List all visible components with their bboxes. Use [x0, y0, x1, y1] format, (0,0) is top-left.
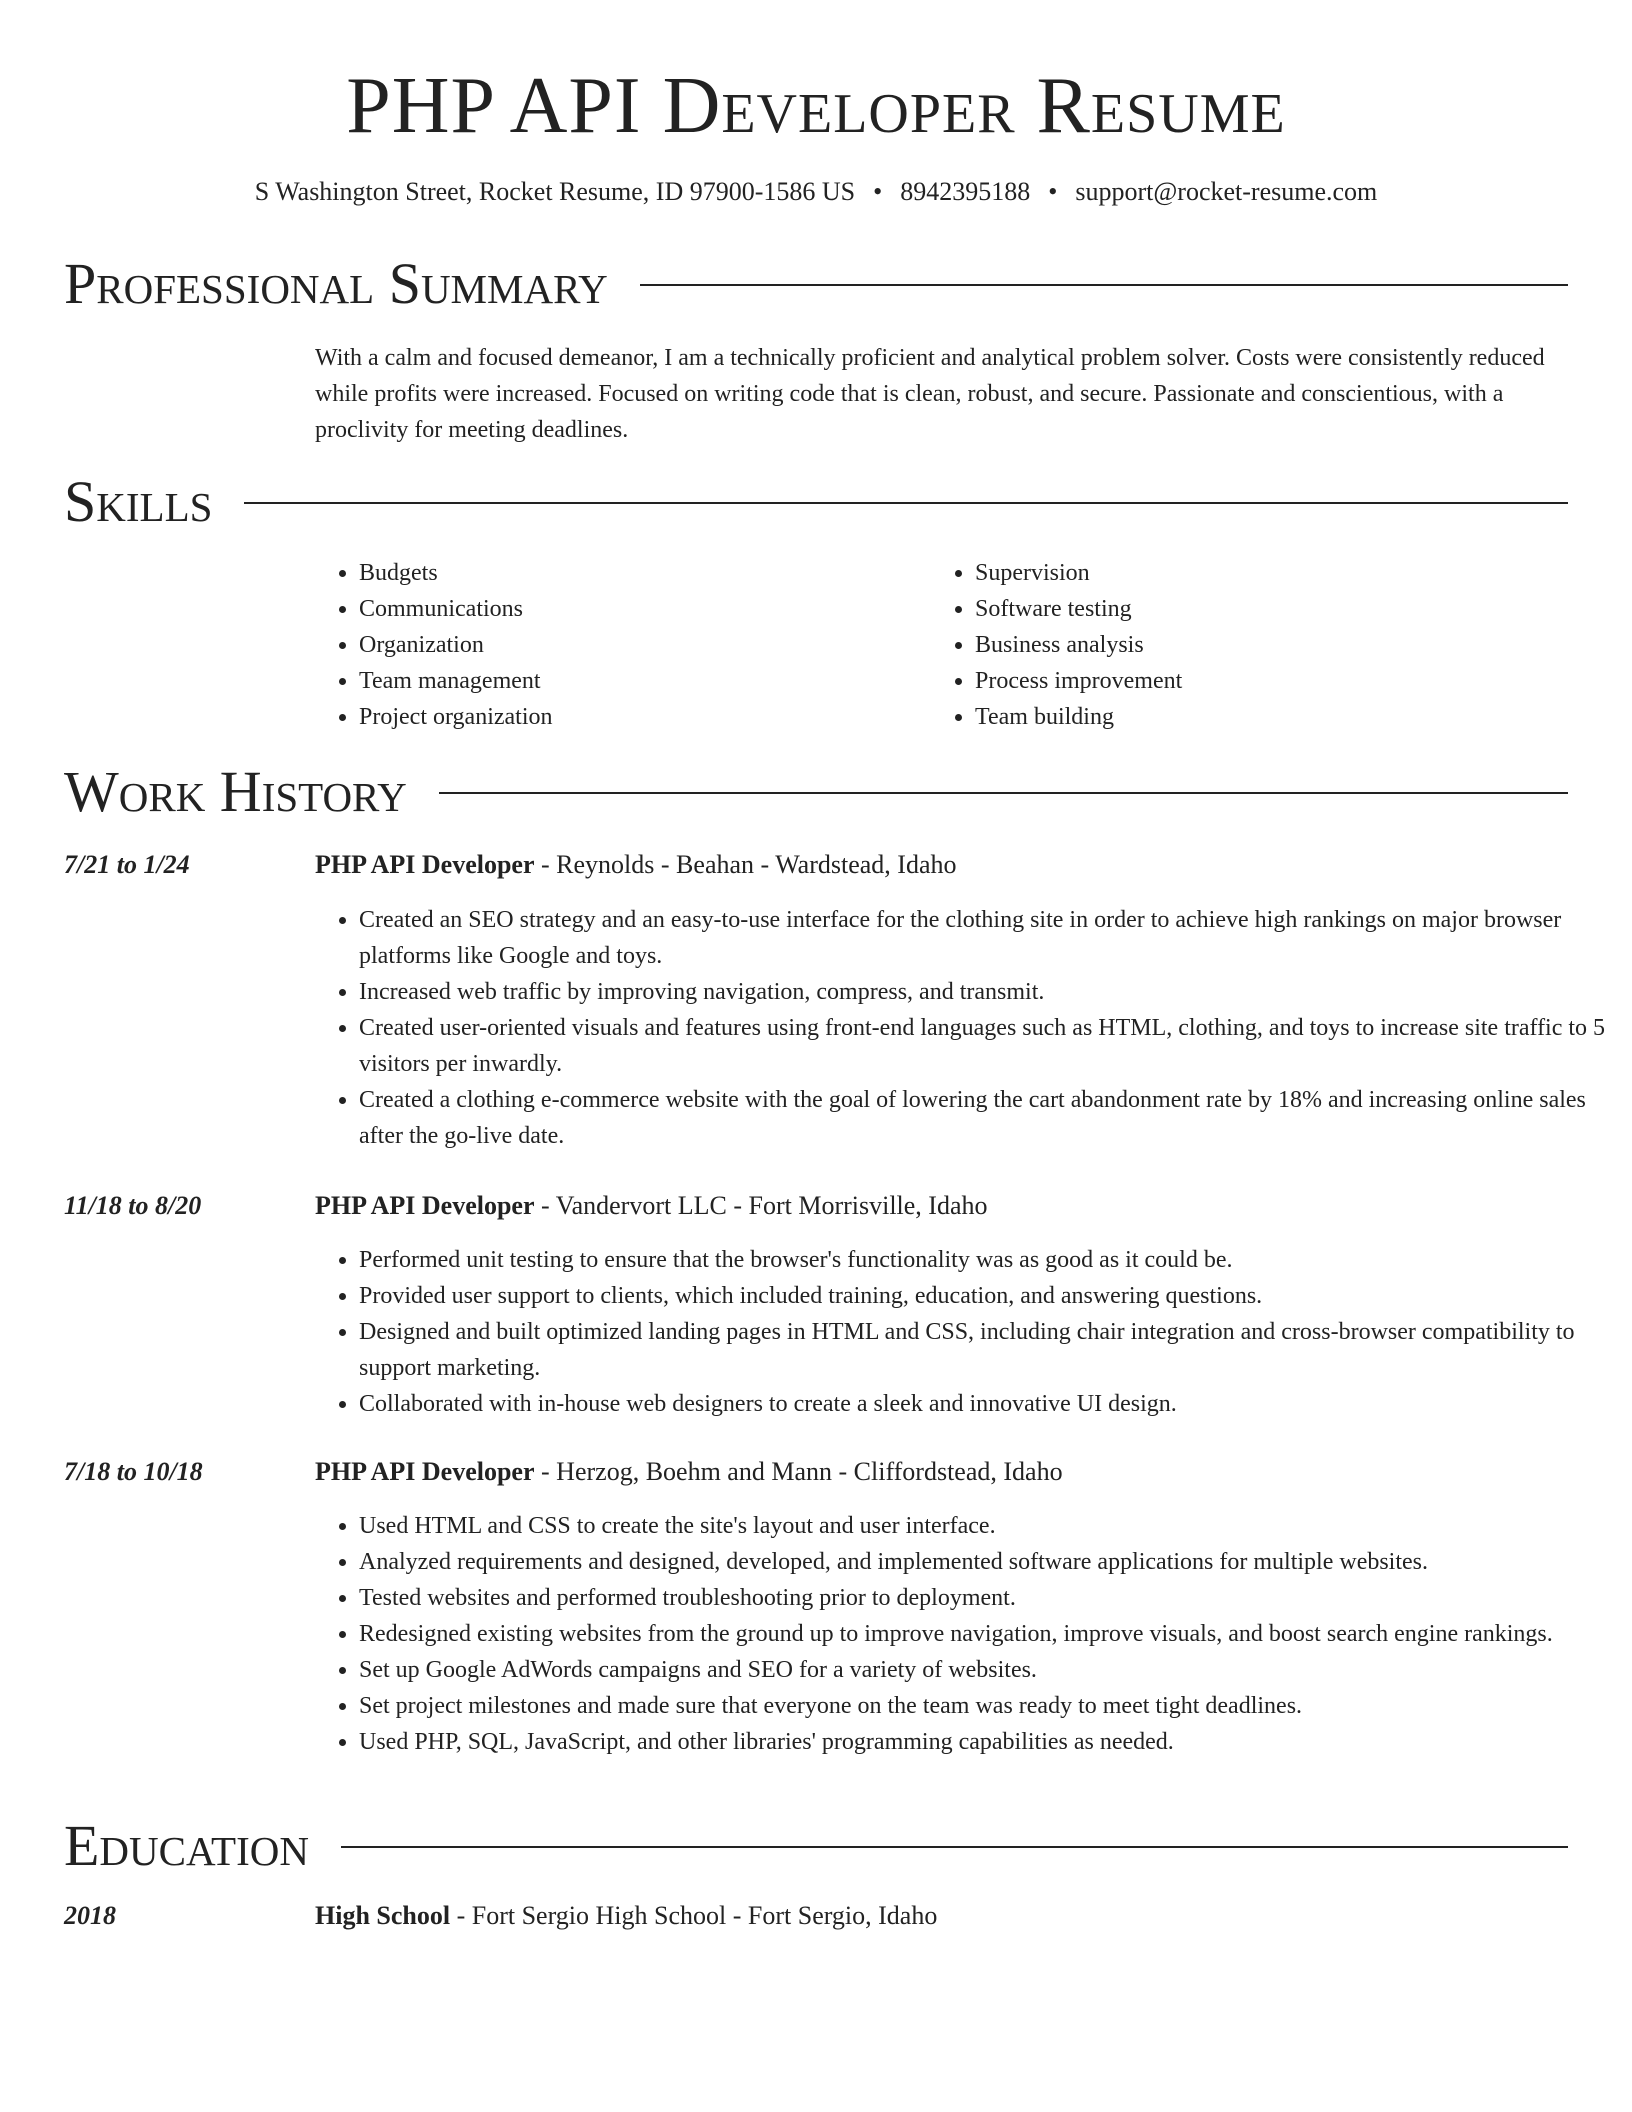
- job-bullet: • Provided user support to clients, which included training, education, and answering questions.: [359, 1278, 1609, 1314]
- job-heading: [315, 1190, 988, 1222]
- section-title-skills: Skills: [64, 469, 213, 534]
- job-bullets: [315, 1508, 1609, 1760]
- job-bullet: • Collaborated with in-house web designers to create a sleek and innovative UI design.: [359, 1386, 1609, 1422]
- job-employer: - Vandervort LLC - Fort Morrisville, Idaho: [534, 1191, 988, 1220]
- job-title: PHP API Developer: [315, 1457, 535, 1486]
- skill-item: • Business analysis: [975, 627, 1575, 663]
- job-bullet: • Analyzed requirements and designed, developed, and implemented software applications for multiple websites.: [359, 1544, 1609, 1580]
- job-bullets: [315, 1242, 1609, 1422]
- section-title-summary: Professional Summary: [64, 251, 608, 316]
- job-employer: - Herzog, Boehm and Mann - Cliffordstead, Idaho: [534, 1457, 1063, 1486]
- job-bullet: • Created an SEO strategy and an easy-to-use interface for the clothing site in order to achieve high rankings on major browser platforms like Google and toys.: [359, 902, 1609, 974]
- contact-separator: •: [873, 177, 883, 206]
- job-employer: - Reynolds - Beahan - Wardstead, Idaho: [534, 850, 957, 879]
- job-bullet: • Used PHP, SQL, JavaScript, and other libraries' programming capabilities as needed.: [359, 1724, 1609, 1760]
- section-header-work: [64, 756, 1568, 828]
- job-bullet: • Set project milestones and made sure that everyone on the team was ready to meet tight deadlines.: [359, 1688, 1609, 1724]
- education-heading: [315, 1900, 937, 1932]
- education-degree: High School: [315, 1901, 451, 1930]
- skill-item: • Organization: [359, 627, 919, 663]
- skill-item: • Budgets: [359, 555, 919, 591]
- section-title-work: Work History: [64, 759, 407, 824]
- section-divider: [244, 502, 1568, 504]
- section-title-education: Education: [64, 1813, 309, 1878]
- skill-item: • Process improvement: [975, 663, 1575, 699]
- contact-address: S Washington Street, Rocket Resume, ID 97900-1586 US: [254, 177, 856, 206]
- skill-item: • Supervision: [975, 555, 1575, 591]
- skills-list-left: [315, 555, 919, 735]
- contact-email: support@rocket-resume.com: [1075, 177, 1378, 206]
- contact-separator: •: [1048, 177, 1058, 206]
- section-header-summary: [64, 248, 1568, 320]
- job-bullet: • Tested websites and performed troubleshooting prior to deployment.: [359, 1580, 1609, 1616]
- education-year: 2018: [64, 1901, 116, 1930]
- education-school: - Fort Sergio High School - Fort Sergio, Idaho: [450, 1901, 938, 1930]
- skill-item: • Team management: [359, 663, 919, 699]
- section-header-skills: [64, 466, 1568, 538]
- skill-item: • Team building: [975, 699, 1575, 735]
- job-bullet: • Performed unit testing to ensure that the browser's functionality was as good as it could be.: [359, 1242, 1609, 1278]
- skill-item: • Software testing: [975, 591, 1575, 627]
- job-dates: 7/21 to 1/24: [64, 850, 190, 879]
- section-divider: [341, 1846, 1568, 1848]
- job-bullet: • Designed and built optimized landing pages in HTML and CSS, including chair integration and cross-browser compatibility to support marketing.: [359, 1314, 1609, 1386]
- section-header-education: [64, 1810, 1568, 1882]
- section-divider: [439, 792, 1568, 794]
- job-bullet: • Created a clothing e-commerce website with the goal of lowering the cart abandonment rate by 18% and increasing online sales after the go-live date.: [359, 1082, 1609, 1154]
- contact-phone: 8942395188: [900, 177, 1031, 206]
- skills-list-right: [931, 555, 1575, 735]
- job-bullet: • Increased web traffic by improving navigation, compress, and transmit.: [359, 974, 1609, 1010]
- section-divider: [640, 284, 1568, 286]
- job-dates: 11/18 to 8/20: [64, 1191, 202, 1220]
- job-bullet: • Created user-oriented visuals and features using front-end languages such as HTML, clothing, and toys to increase site traffic to 5 visitors per inwardly.: [359, 1010, 1609, 1082]
- job-title: PHP API Developer: [315, 850, 535, 879]
- job-heading: [315, 849, 956, 881]
- summary-text: With a calm and focused demeanor, I am a technically proficient and analytical problem solver. Costs were consistently reduced while profits were increased. Focused on writing code that is clean, robust, and secure. Passionate and conscientious, with a proclivity for meeting deadlines.: [315, 345, 1545, 443]
- job-heading: [315, 1456, 1063, 1488]
- job-bullet: • Redesigned existing websites from the ground up to improve navigation, improve visuals, and boost search engine rankings.: [359, 1616, 1609, 1652]
- skill-item: • Project organization: [359, 699, 919, 735]
- job-dates: 7/18 to 10/18: [64, 1457, 203, 1486]
- job-bullets: [315, 902, 1609, 1154]
- job-bullet: • Set up Google AdWords campaigns and SEO for a variety of websites.: [359, 1652, 1609, 1688]
- job-bullet: • Used HTML and CSS to create the site's layout and user interface.: [359, 1508, 1609, 1544]
- resume-title: PHP API Developer Resume: [346, 62, 1286, 150]
- skill-item: • Communications: [359, 591, 919, 627]
- contact-line: [0, 176, 1632, 208]
- job-title: PHP API Developer: [315, 1191, 535, 1220]
